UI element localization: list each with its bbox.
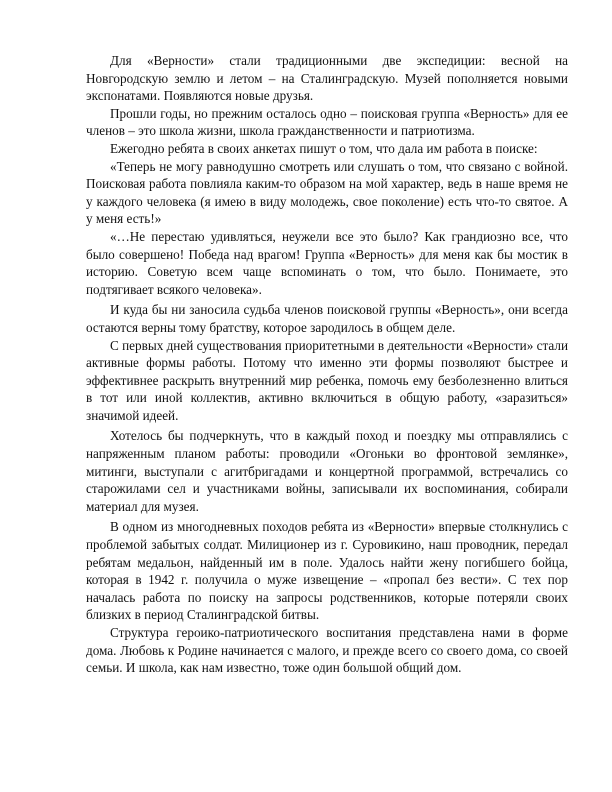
paragraph-questionnaires: Ежегодно ребята в своих анкетах пишут о том, что дала им работа в поиске:	[110, 140, 538, 156]
paragraph-expeditions: Для «Верности» стали традиционными две экспедиции: весной на Новгородскую землю и летом – на Сталинградскую. Музей пополняется новыми экспонатами. Появляются новые друзья.	[86, 53, 568, 104]
paragraph-school-of-life: Прошли годы, но прежним осталось одно – поисковая группа «Верность» для ее членов – это школа жизни, школа гражданственности и патриотизма.	[86, 105, 568, 139]
paragraph-forgotten-soldiers: В одном из многодневных походов ребята из «Верности» впервые столкнулись с проблемой забытых солдат. Милиционер из г. Суровикино, наш проводник, передал ребятам медальон, найденный им в поле. Удалось найти жену погибшего бойца, которая в 1942 г. получила о муже извещение – «пропал без вести». С тех пор началась работа по поиску на запросы родственников, которые потеряли своих близких в период Сталинградской битвы.	[86, 519, 568, 623]
document-body	[86, 52, 568, 677]
paragraph-active-forms: С первых дней существования приоритетными в деятельности «Верности» стали активные формы работы. Потому что именно эти формы позволяют быстрее и эффективнее раскрыть внутренний мир ребенка, помочь ему безболезненно влиться в тот или иной коллектив, активно включиться в общую работу, «заразиться» значимой идеей.	[86, 337, 568, 423]
paragraph-work-plan: Хотелось бы подчеркнуть, что в каждый поход и поездку мы отправлялись с напряженным планом работы: проводили «Огоньки во фронтовой землянке», митинги, выступали с агитбригадами и концертной программой, встречались со старожилами сел и участниками войны, записывали их воспоминания, собирали материал для музея.	[86, 428, 568, 514]
paragraph-brotherhood: И куда бы ни заносила судьба членов поисковой группы «Верность», они всегда остаются верны тому братству, которое зародилось в общем деле.	[86, 302, 568, 335]
paragraph-house-structure: Структура героико-патриотического воспитания представлена нами в форме дома. Любовь к Родине начинается с малого, и прежде всего со своего дома, со своей семьи. И школа, как нам известно, тоже один большой общий дом.	[86, 625, 568, 676]
paragraph-quote-victory: «…Не перестаю удивляться, неужели все это было? Как грандиозно все, что было совершено! Победа над врагом! Группа «Верность» для меня как бы мостик в историю. Советую всем чаще вспоминать о том, что было. Понимаете, это подтягивает всякого человека».	[86, 228, 568, 297]
paragraph-quote-war: «Теперь не могу равнодушно смотреть или слушать о том, что связано с войной. Поисковая работа повлияла каким-то образом на мой характер, ведь в наше время не у каждого человека (я имею в виду молодежь, свое поколение) есть что-то святое. А у меня есть!»	[86, 158, 568, 227]
